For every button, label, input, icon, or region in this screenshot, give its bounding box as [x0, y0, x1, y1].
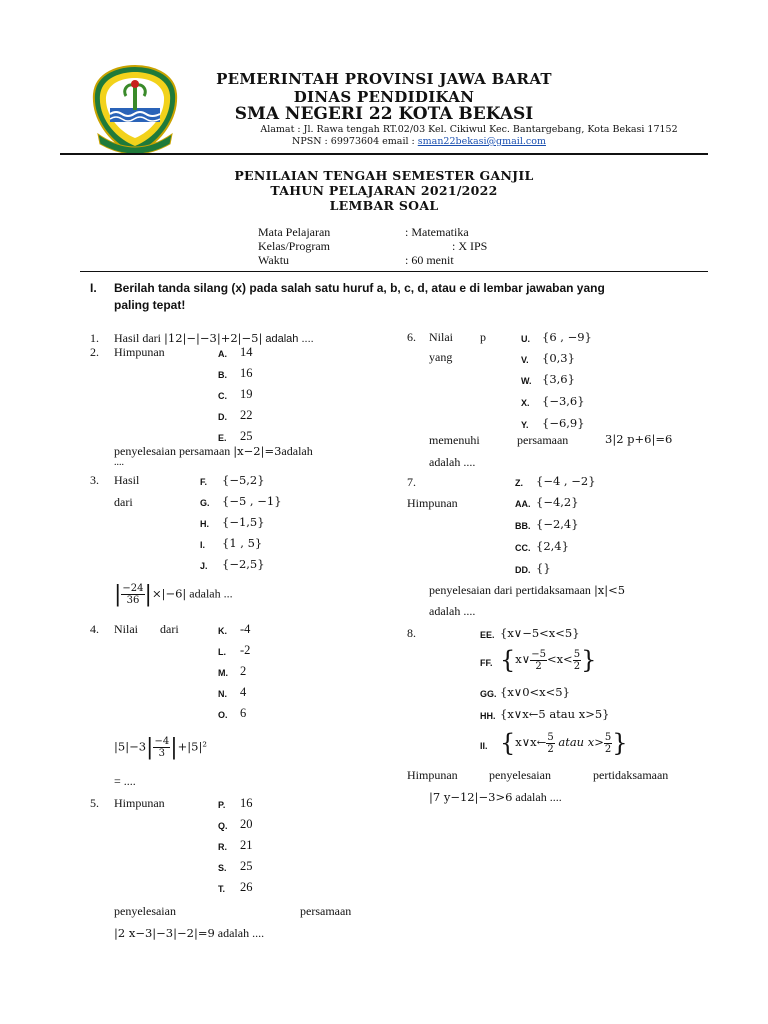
option-letter[interactable]: R. [218, 842, 227, 852]
text-part: adalah .... [217, 926, 265, 940]
text-part: penyelesaian persamaan [114, 444, 231, 458]
option-value: 25 [240, 859, 253, 873]
option-letter[interactable]: I. [200, 540, 206, 550]
question-text [114, 444, 313, 459]
fraction-denominator: 3 [158, 748, 166, 759]
exam-sheet-label: LEMBAR SOAL [329, 198, 439, 213]
info-divider [80, 271, 708, 272]
text-part: adalah .... [265, 333, 314, 345]
header-government: PEMERINTAH PROVINSI JAWA BARAT [216, 70, 552, 88]
option-letter[interactable]: D. [218, 412, 227, 422]
option-letter[interactable]: CC. [515, 543, 531, 553]
option-letter[interactable]: V. [521, 355, 529, 365]
brace: } [612, 729, 628, 757]
text-part: adalah [281, 444, 313, 458]
fraction-numerator: 5 [547, 731, 554, 743]
section-number: I. [90, 281, 97, 295]
question-label: dari [160, 622, 179, 636]
text-part: penyelesaian [114, 904, 176, 918]
option-value: {1 , 5} [222, 536, 263, 550]
option-letter[interactable]: X. [521, 398, 530, 408]
question-label: Himpunan [407, 496, 458, 510]
header-school-name: SMA NEGERI 22 KOTA BEKASI [234, 104, 534, 124]
fraction [121, 583, 144, 606]
math-expression: |7 y−12|−3>6 [429, 790, 513, 804]
option-value: 21 [240, 838, 253, 852]
text-part: penyelesaian dari pertidaksamaan [429, 583, 591, 597]
math-expression: 3|2 p+6|=6 [605, 432, 673, 446]
header-npsn-email [70, 136, 768, 147]
option-value: 26 [240, 880, 253, 894]
option-value [500, 729, 628, 757]
fraction-numerator: −4 [154, 736, 170, 747]
question-number: 3. [90, 473, 99, 487]
option-value: 4 [240, 685, 247, 699]
math-expression: |2 x−3|−3|−2|=9 [114, 926, 215, 940]
option-letter[interactable]: Z. [515, 478, 523, 488]
option-letter[interactable]: HH. [480, 711, 496, 721]
option-value: 20 [240, 817, 253, 831]
header-address: Alamat : Jl. Rawa tengah RT.02/03 Kel. Cikiwul Kec. Bantargebang, Kota Bekasi 17152 [260, 124, 678, 135]
option-value: {x∨0<x<5} [500, 685, 570, 699]
option-letter[interactable]: H. [200, 519, 209, 529]
option-value: {−3,6} [542, 394, 585, 408]
fraction-numerator: 5 [604, 731, 612, 743]
option-letter[interactable]: M. [218, 668, 228, 678]
question-number: 4. [90, 622, 99, 636]
text-part: adalah .... [429, 604, 476, 618]
question-label: yang [429, 350, 453, 364]
fraction-numerator: 5 [573, 648, 581, 660]
fraction [546, 732, 554, 755]
fraction [153, 736, 170, 759]
brace: } [581, 646, 597, 674]
option-letter[interactable]: DD. [515, 565, 531, 575]
option-value: 16 [240, 366, 253, 380]
option-value: {−1,5} [222, 515, 265, 529]
section-instruction-1: Berilah tanda silang (x) pada salah satu huruf a, b, c, d, atau e di lembar jawaban yang [114, 281, 605, 295]
option-value: {−6,9} [542, 416, 585, 430]
info-value-class: : X IPS [452, 239, 488, 253]
option-value: {0,3} [542, 351, 575, 365]
section-instruction-2: paling tepat! [114, 298, 186, 312]
option-value: 2 [240, 664, 247, 678]
option-value: {−5 , −1} [222, 494, 282, 508]
option-value: {3,6} [542, 372, 575, 386]
text-part: penyelesaian [489, 768, 551, 782]
abs-bar: | [114, 582, 122, 607]
option-value: {} [536, 561, 551, 575]
question-text [114, 331, 314, 346]
option-value: {2,4} [536, 539, 569, 553]
option-letter[interactable]: T. [218, 884, 226, 894]
option-value: {−2,4} [536, 517, 579, 531]
option-value: 19 [240, 387, 253, 401]
brace: { [500, 646, 516, 674]
math-part: x∨ [515, 652, 531, 666]
option-value: 6 [240, 706, 247, 720]
abs-bar: | [144, 582, 152, 607]
text-part: adalah .... [429, 455, 476, 469]
math-expression: |5|−3 [114, 739, 147, 754]
question-label: dari [114, 495, 133, 509]
header-agency: DINAS PENDIDIKAN [293, 88, 475, 106]
text-part: Himpunan [407, 768, 458, 782]
option-value: {6 , −9} [542, 330, 592, 344]
fraction [604, 732, 612, 755]
fraction-denominator: 2 [547, 743, 554, 755]
option-letter[interactable]: N. [218, 689, 227, 699]
question-text [114, 582, 233, 607]
option-value: -2 [240, 643, 251, 657]
option-letter[interactable]: C. [218, 391, 227, 401]
text-part: adalah ... [189, 586, 233, 601]
option-letter[interactable]: AA. [515, 499, 531, 509]
question-label: p [480, 330, 486, 344]
info-label-time: Waktu [258, 253, 290, 267]
math-part: atau x> [558, 735, 604, 749]
option-value: 25 [240, 429, 253, 443]
option-letter[interactable]: F. [200, 477, 208, 487]
option-value: 14 [240, 345, 253, 359]
math-part: <x< [546, 652, 573, 666]
math-expression: ×|−6| [151, 586, 187, 601]
question-label: Nilai [429, 330, 453, 344]
abs-bar: | [146, 735, 154, 760]
option-letter[interactable]: A. [218, 349, 227, 359]
question-label: Hasil [114, 473, 140, 487]
option-value: {−2,5} [222, 557, 265, 571]
text-part: persamaan [300, 904, 352, 918]
math-expression: |12|−|−3|+2|−5| [164, 331, 263, 345]
option-letter[interactable]: Y. [521, 420, 529, 430]
math-part: x∨x← [515, 735, 547, 749]
info-value-time: : 60 menit [405, 253, 454, 267]
question-text [114, 735, 207, 760]
text-part: adalah .... [515, 790, 562, 804]
text-part: = .... [114, 774, 136, 788]
question-label: Himpunan [114, 345, 165, 359]
option-letter[interactable]: Q. [218, 821, 228, 831]
fraction-denominator: 2 [573, 660, 581, 672]
option-letter[interactable]: E. [218, 433, 227, 443]
fraction-numerator: −5 [531, 648, 546, 660]
option-letter[interactable]: S. [218, 863, 227, 873]
question-text [429, 790, 562, 805]
text-part: pertidaksamaan [593, 768, 669, 782]
brace: { [500, 729, 516, 757]
exam-title: PENILAIAN TENGAH SEMESTER GANJIL [234, 168, 534, 183]
text-part: persamaan [517, 433, 569, 447]
option-letter[interactable]: GG. [480, 689, 497, 699]
question-number: 5. [90, 796, 99, 810]
fraction [530, 649, 547, 672]
option-letter[interactable]: L. [218, 647, 226, 657]
question-text [114, 926, 264, 941]
math-expression: |x|<5 [593, 583, 626, 597]
option-letter[interactable]: G. [200, 498, 210, 508]
option-letter[interactable]: BB. [515, 521, 531, 531]
email-link[interactable]: sman22bekasi@gmail.com [417, 136, 546, 147]
info-value-subject: : Matematika [405, 225, 469, 239]
info-label-class: Kelas/Program [258, 239, 330, 253]
question-number: 1. [90, 331, 99, 345]
info-label-subject: Mata Pelajaran [258, 225, 331, 239]
question-number: 2. [90, 345, 99, 359]
option-value [500, 646, 596, 674]
option-letter[interactable]: II. [480, 741, 488, 751]
option-value: {x∨−5<x<5} [500, 626, 580, 640]
option-value: 16 [240, 796, 253, 810]
header-divider [60, 153, 708, 155]
fraction-denominator: 36 [126, 595, 140, 606]
option-letter[interactable]: J. [200, 561, 208, 571]
math-expression: +|5|² [177, 739, 207, 754]
option-letter[interactable]: FF. [480, 658, 493, 668]
math-expression: |x−2|=3 [233, 444, 282, 458]
text-part: Hasil dari [114, 331, 161, 345]
option-value: {−4 , −2} [536, 474, 596, 488]
text-part: .... [114, 457, 124, 468]
option-value: {−4,2} [536, 495, 579, 509]
fraction [573, 649, 581, 672]
option-letter[interactable]: B. [218, 370, 227, 380]
abs-bar: | [170, 735, 178, 760]
exam-year: TAHUN PELAJARAN 2021/2022 [270, 183, 498, 198]
option-value: {x∨x←5 atau x>5} [500, 707, 610, 721]
option-letter[interactable]: K. [218, 626, 227, 636]
text-part: memenuhi [429, 433, 480, 447]
question-text [429, 583, 625, 598]
option-value: 22 [240, 408, 253, 422]
question-number: 8. [407, 626, 416, 640]
npsn-text: NPSN : 69973604 email : [292, 136, 418, 147]
option-value: {−5,2} [222, 473, 265, 487]
fraction-numerator: −24 [122, 583, 144, 594]
option-letter[interactable]: O. [218, 710, 228, 720]
question-number: 6. [407, 330, 416, 344]
option-letter[interactable]: W. [521, 376, 532, 386]
option-letter[interactable]: P. [218, 800, 226, 810]
question-number: 7. [407, 475, 416, 489]
option-value: -4 [240, 622, 251, 636]
fraction-denominator: 2 [535, 660, 542, 672]
fraction-denominator: 2 [604, 743, 612, 755]
question-label: Nilai [114, 622, 138, 636]
question-label: Himpunan [114, 796, 165, 810]
option-letter[interactable]: EE. [480, 630, 495, 640]
option-letter[interactable]: U. [521, 334, 530, 344]
